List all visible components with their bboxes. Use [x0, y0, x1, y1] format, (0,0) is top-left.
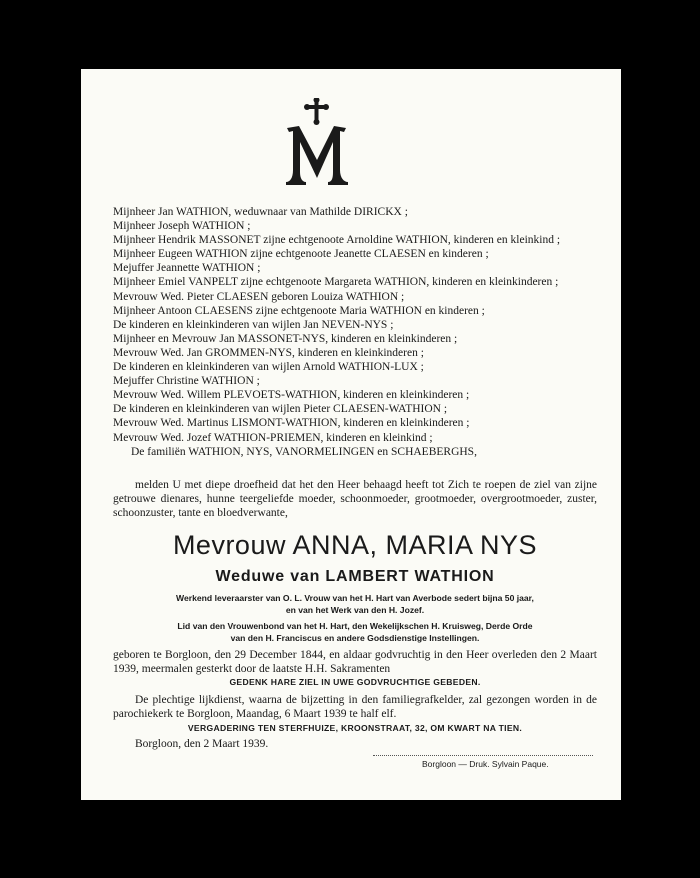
mourner-line: Mijnheer Hendrik MASSONET zijne echtgenoote Arnoldine WATHION, kinderen en kleinkind ; [113, 234, 561, 247]
membership-line: Lid van den Vrouwenbond van het H. Hart, den Wekelijkschen H. Kruisweg, Derde Orde [177, 621, 533, 631]
merits-block [123, 593, 587, 616]
mourner-line: De kinderen en kleinkinderen van wijlen Arnold WATHION-LUX ; [113, 361, 424, 374]
mourner-line: Mevrouw Wed. Pieter CLAESEN geboren Louiza WATHION ; [113, 290, 405, 303]
birth-death-text: geboren te Borgloon, den 29 December 1844, en aldaar godvruchtig in den Heer overleden den 2 Maart 1939, meermalen gesterkt door de laatste H.H. Sakramenten [113, 649, 597, 676]
mourner-line: Mevrouw Wed. Willem PLEVOETS-WATHION, kinderen en kleinkinderen ; [113, 389, 470, 402]
merits-line: en van het Werk van den H. Jozef. [285, 604, 425, 615]
mourner-line: Mevrouw Wed. Martinus LISMONT-WATHION, kinderen en kleinkinderen ; [113, 417, 470, 430]
merits-line: Werkend leveraarster van O. L. Vrouw van het H. Hart van Averbode sedert bijna 50 jaar, [176, 593, 534, 603]
membership-line: van den H. Franciscus en andere Godsdienstige Instellingen. [230, 632, 480, 643]
announcement-text: melden U met diepe droefheid dat het den Heer behaagd heeft tot Zich te roepen de ziel van zijne getrouwe dienares, hunne teergeliefde moeder, schoonmoeder, grootmoeder, overgrootmoeder, zuster, schoonzuster, tante en bloedverwante, [113, 479, 597, 520]
mourner-line: Mijnheer Joseph WATHION ; [113, 220, 251, 233]
memberships-block [123, 621, 587, 644]
gathering-line: VERGADERING TEN STERFHUIZE, KROONSTRAAT, 32, OM KWART NA TIEN. [187, 723, 523, 733]
printer-credit: Borgloon — Druk. Sylvain Paque. [422, 759, 549, 769]
mourner-line: Mijnheer Jan WATHION, weduwnaar van Mathilde DIRICKX ; [113, 206, 408, 218]
mourner-line: Mejuffer Christine WATHION ; [113, 375, 260, 388]
cross-m-monogram-icon [282, 98, 352, 188]
mourner-line: Mijnheer Eugeen WATHION zijne echtgenoote Jeanette CLAESEN en kinderen ; [113, 248, 489, 261]
place-date: Borgloon, den 2 Maart 1939. [135, 738, 269, 750]
divider [373, 755, 593, 756]
mourner-line: Mijnheer en Mevrouw Jan MASSONET-NYS, kinderen en kleinkinderen ; [113, 332, 458, 345]
mourner-line: Mejuffer Jeannette WATHION ; [113, 262, 261, 275]
widow-line: Weduwe van LAMBERT WATHION [215, 568, 495, 585]
prayer-line: GEDENK HARE ZIEL IN UWE GODVRUCHTIGE GEBEDEN. [229, 677, 481, 687]
families-line: De familiën WATHION, NYS, VANORMELINGEN en SCHAEBERGHS, [131, 445, 477, 458]
mourner-line: Mevrouw Wed. Jan GROMMEN-NYS, kinderen en kleinkinderen ; [113, 346, 424, 359]
funeral-text: De plechtige lijkdienst, waarna de bijzetting in den familiegrafkelder, zal gezongen worden in de parochiekerk te Borgloon, Maandag, 6 Maart 1939 te half elf. [113, 694, 597, 721]
deceased-name: Mevrouw ANNA, MARIA NYS [172, 530, 538, 560]
mourner-line: Mijnheer Emiel VANPELT zijne echtgenoote Margareta WATHION, kinderen en kleinkinderen ; [113, 276, 559, 289]
mourner-line: De kinderen en kleinkinderen van wijlen Pieter CLAESEN-WATHION ; [113, 403, 448, 416]
mourner-line: Mevrouw Wed. Jozef WATHION-PRIEMEN, kinderen en kleinkind ; [113, 431, 433, 444]
mourner-line: Mijnheer Antoon CLAESENS zijne echtgenoote Maria WATHION en kinderen ; [113, 304, 485, 317]
mourners-list [113, 205, 593, 459]
mourner-line: De kinderen en kleinkinderen van wijlen Jan NEVEN-NYS ; [113, 318, 394, 331]
